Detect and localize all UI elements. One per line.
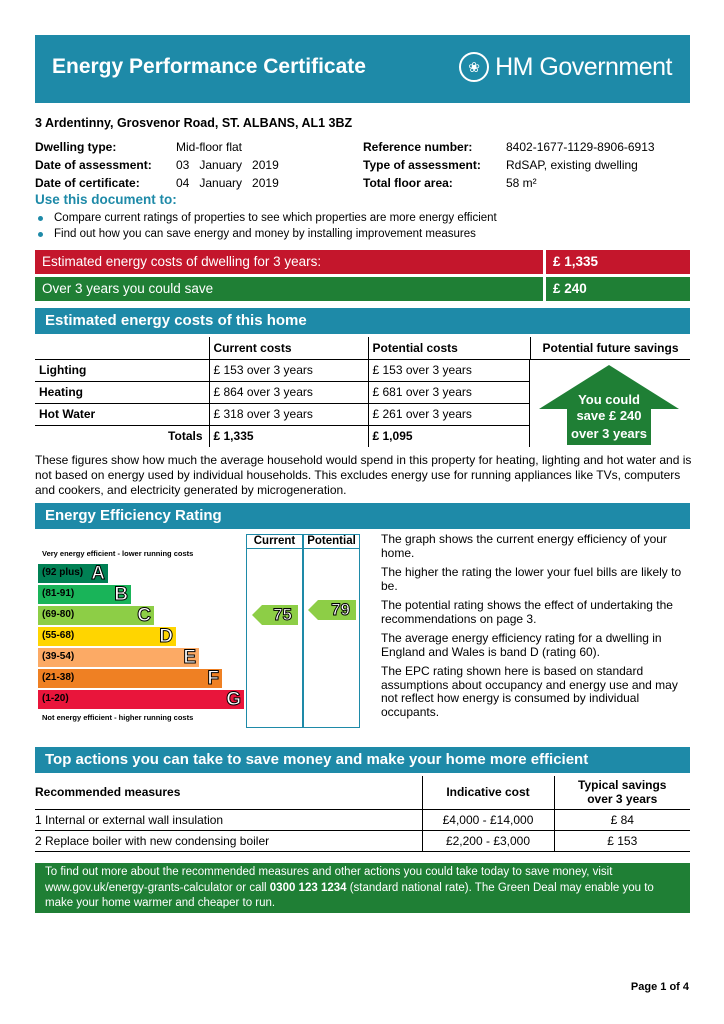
band-range: (81-91) (42, 588, 75, 599)
arrow-text-line-3: over 3 years (571, 426, 647, 441)
details-right (363, 138, 655, 192)
table-cell: Hot Water (35, 403, 209, 425)
savings-value: £ 240 (546, 277, 690, 301)
table-cell: £ 318 over 3 years (209, 403, 368, 425)
property-address: 3 Ardentinny, Grosvenor Road, ST. ALBANS, AL1 3BZ (35, 116, 353, 130)
costs-table (35, 337, 529, 447)
table-cell: £ 153 over 3 years (368, 359, 529, 381)
rating-band-g (38, 690, 244, 709)
band-letter: G (226, 689, 241, 710)
rating-text-paragraph: The graph shows the current energy efficiency of your home. (381, 532, 667, 560)
page-title: Energy Performance Certificate (52, 55, 366, 78)
costs-section-title: Estimated energy costs of this home (35, 308, 690, 334)
rating-section-title: Energy Efficiency Rating (35, 503, 690, 529)
estimated-cost-label: Estimated energy costs of dwelling for 3 years: (35, 250, 543, 274)
band-range: (69-80) (42, 609, 75, 620)
table-cell: £2,200 - £3,000 (422, 830, 554, 851)
table-row (35, 381, 529, 403)
totals-current: £ 1,335 (209, 425, 368, 447)
footer-line: To find out more about the recommended measures and other actions you could take today to save money, visit (45, 866, 613, 878)
table-cell: 2 Replace boiler with new condensing boiler (35, 830, 422, 851)
savings-arrow-icon (539, 365, 679, 445)
list-item (35, 227, 497, 243)
actions-section-title: Top actions you can take to save money and make your home more efficient (35, 747, 690, 773)
current-rating-pointer (252, 605, 298, 624)
detail-label: Total floor area: (363, 176, 453, 190)
arrow-text-line-2: save £ 240 (576, 408, 642, 423)
bullet-icon (38, 232, 43, 237)
current-column-header: Current (253, 535, 296, 547)
footer-link-text[interactable]: www.gov.uk/energy-grants-calculator or call (45, 881, 270, 894)
list-item (35, 211, 497, 227)
table-row (35, 403, 529, 425)
savings-label: Over 3 years you could save (35, 277, 543, 301)
detail-label: Reference number: (363, 140, 473, 154)
band-letter: E (183, 647, 196, 668)
rating-band-c (38, 606, 154, 625)
table-header-row (35, 337, 529, 359)
detail-label: Dwelling type: (35, 140, 117, 154)
page-number: Page 1 of 4 (630, 981, 689, 993)
use-document-title: Use this document to: (35, 192, 177, 207)
rating-text-paragraph: The average energy efficiency rating for a dwelling in England and Wales is band D (rating 60). (381, 631, 662, 659)
rating-text-paragraph: The potential rating shows the effect of undertaking the recommendations on page 3. (381, 598, 673, 626)
band-letter: D (159, 626, 173, 647)
rating-band-a (38, 564, 108, 583)
estimated-cost-value: £ 1,335 (546, 250, 690, 274)
table-cell: £ 84 (554, 809, 690, 830)
table-cell: £4,000 - £14,000 (422, 809, 554, 830)
gov-logo-text: HM Government (495, 52, 672, 81)
table-header: Recommended measures (35, 776, 422, 809)
header-line: Typical savings (578, 778, 667, 793)
detail-value: RdSAP, existing dwelling (506, 158, 638, 172)
band-letter: F (207, 668, 219, 689)
future-savings-header: Potential future savings (530, 337, 690, 359)
bullet-icon (38, 216, 43, 221)
footer-line (45, 881, 680, 897)
rating-text-paragraph: The EPC rating shown here is based on standard assumptions about occupancy and energy use and may not reflect how energy is consumed by individual occupants. (381, 664, 678, 719)
detail-label: Date of certificate: (35, 176, 140, 190)
table-cell: Lighting (35, 359, 209, 381)
rating-band-f (38, 669, 222, 688)
band-range: (1-20) (42, 693, 69, 704)
header-banner (35, 35, 690, 103)
costs-description: These figures show how much the average household would spend in this property for heating, lighting and hot water and is not based on energy used by individual households. This excludes energy use for running appliances like TVs, computers and cookers, and electricity generated by microgeneration. (35, 453, 692, 497)
band-range: (92 plus) (42, 567, 84, 578)
totals-label: Totals (168, 429, 203, 444)
detail-value: Mid-floor flat (176, 140, 243, 154)
divider (529, 359, 530, 447)
scale-top-label: Very energy efficient - lower running costs (42, 549, 194, 558)
footer-text: (standard national rate). The Green Deal may enable you to (346, 881, 654, 894)
table-header: Indicative cost (422, 776, 554, 809)
table-cell: £ 153 over 3 years (209, 359, 368, 381)
band-range: (55-68) (42, 630, 75, 641)
rating-text-paragraph: The higher the rating the lower your fuel bills are likely to be. (381, 565, 682, 593)
detail-value: 03 January 2019 (176, 158, 279, 172)
footer-line: make your home warmer and cheaper to run. (45, 897, 276, 909)
table-cell: 1 Internal or external wall insulation (35, 809, 422, 830)
table-cell: £ 261 over 3 years (368, 403, 529, 425)
potential-column-header: Potential (307, 535, 356, 547)
potential-rating-pointer (308, 600, 356, 619)
potential-column (303, 534, 360, 728)
actions-table (35, 776, 690, 852)
band-letter: B (114, 584, 128, 605)
detail-value: 58 m² (506, 176, 537, 190)
rating-band-b (38, 585, 131, 604)
table-cell: £ 864 over 3 years (209, 381, 368, 403)
table-cell: £ 153 (554, 830, 690, 851)
table-cell: £ 681 over 3 years (368, 381, 529, 403)
detail-label: Date of assessment: (35, 158, 152, 172)
royal-crest-icon: ❀ (459, 52, 489, 82)
scale-bottom-label: Not energy efficient - higher running costs (42, 713, 194, 722)
details-left (35, 138, 279, 192)
potential-rating-value: 79 (331, 600, 350, 620)
table-header-row (35, 776, 690, 809)
savings-bar (35, 277, 690, 301)
footer-phone[interactable]: 0300 123 1234 (269, 881, 347, 894)
estimated-cost-bar (35, 250, 690, 274)
detail-value: 8402-1677-1129-8906-6913 (506, 140, 655, 154)
totals-row (35, 425, 529, 447)
table-header: Potential costs (368, 337, 529, 359)
band-range: (21-38) (42, 672, 75, 683)
table-header (35, 337, 209, 359)
rating-band-e (38, 648, 199, 667)
table-row (35, 359, 529, 381)
header-line: over 3 years (587, 792, 658, 807)
rating-band-d (38, 627, 176, 646)
detail-value: 04 January 2019 (176, 176, 279, 190)
use-document-list (35, 211, 497, 242)
band-letter: C (137, 605, 151, 626)
gov-logo (459, 52, 672, 82)
divider (529, 359, 690, 360)
detail-label: Type of assessment: (363, 158, 481, 172)
current-rating-value: 75 (273, 605, 292, 625)
list-item-text: Find out how you can save energy and money by installing improvement measures (54, 227, 476, 240)
energy-rating-chart (35, 534, 375, 728)
table-header: Current costs (209, 337, 368, 359)
table-header (554, 776, 690, 809)
table-cell: Heating (35, 381, 209, 403)
arrow-text-line-1: You could (578, 392, 640, 407)
band-letter: A (91, 563, 105, 584)
list-item-text: Compare current ratings of properties to see which properties are more energy efficient (54, 212, 497, 224)
footer-info-box (35, 863, 690, 913)
current-column (246, 534, 303, 728)
rating-explanation (381, 533, 691, 725)
totals-potential: £ 1,095 (368, 425, 529, 447)
table-row (35, 830, 690, 851)
table-row (35, 809, 690, 830)
band-range: (39-54) (42, 651, 75, 662)
